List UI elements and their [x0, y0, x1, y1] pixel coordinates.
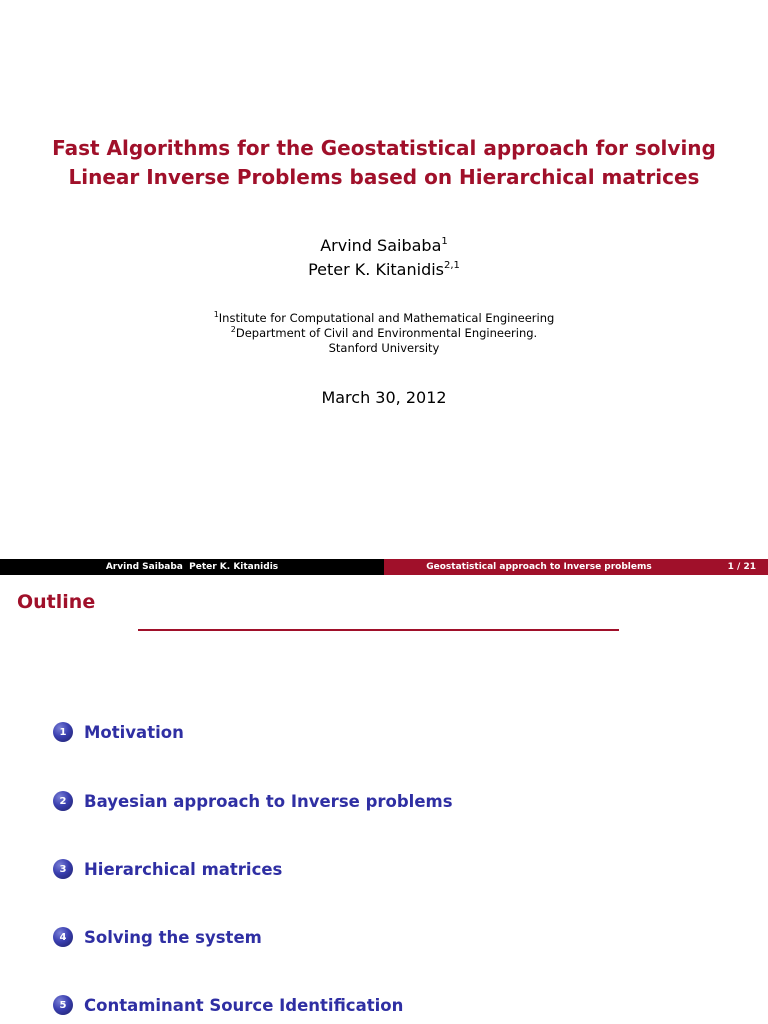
toc-item-label: Motivation [84, 722, 184, 742]
toc-item-bayesian[interactable] [53, 791, 453, 811]
title-line-2: Linear Inverse Problems based on Hierarchical matrices [68, 165, 700, 189]
author-affil-mark: 1 [441, 236, 448, 247]
toc-item-label: Contaminant Source Identification [84, 995, 404, 1015]
affiliation-2 [0, 326, 768, 341]
affil-text: Department of Civil and Environmental Engineering. [235, 326, 538, 340]
toc-item-motivation[interactable] [53, 722, 184, 742]
footer-page-number: 1 / 21 [727, 562, 756, 572]
footer-authors: Arvind Saibaba Peter K. Kitanidis [105, 562, 279, 572]
title-line-1: Fast Algorithms for the Geostatistical approach for solving [52, 136, 716, 160]
author-name: Peter K. Kitanidis [308, 260, 444, 279]
author-1 [0, 234, 768, 258]
outline-slide [0, 575, 768, 1024]
presentation-date: March 30, 2012 [321, 388, 447, 407]
section-number-ball-icon: 1 [53, 722, 73, 742]
footer-authors-panel [0, 559, 384, 575]
author-2 [0, 258, 768, 282]
toc-item-label: Bayesian approach to Inverse problems [84, 791, 453, 811]
section-number-ball-icon: 2 [53, 791, 73, 811]
footer-title: Geostatistical approach to Inverse problems [426, 562, 652, 572]
affiliations [0, 311, 768, 356]
toc-item-hierarchical[interactable] [53, 859, 282, 879]
title-rule [138, 629, 619, 631]
toc-item-solving[interactable] [53, 927, 262, 947]
toc-item-contaminant[interactable] [53, 995, 403, 1015]
affil-text: Stanford University [328, 341, 440, 355]
affil-mark: 2 [230, 325, 236, 334]
affiliation-3 [0, 341, 768, 356]
frame-title: Outline [17, 591, 96, 613]
presentation-title [0, 134, 768, 192]
section-number-ball-icon: 5 [53, 995, 73, 1015]
toc-item-label: Hierarchical matrices [84, 859, 283, 879]
section-number-ball-icon: 3 [53, 859, 73, 879]
section-number-ball-icon: 4 [53, 927, 73, 947]
footer-title-panel [384, 559, 768, 575]
affil-mark: 1 [213, 310, 219, 319]
affiliation-1 [0, 311, 768, 326]
author-name: Arvind Saibaba [320, 236, 442, 255]
slide-footer [0, 559, 768, 575]
affil-text: Institute for Computational and Mathematical Engineering [218, 311, 555, 325]
author-affil-mark: 2,1 [444, 260, 460, 271]
toc-item-label: Solving the system [84, 927, 262, 947]
author-block [0, 234, 768, 282]
